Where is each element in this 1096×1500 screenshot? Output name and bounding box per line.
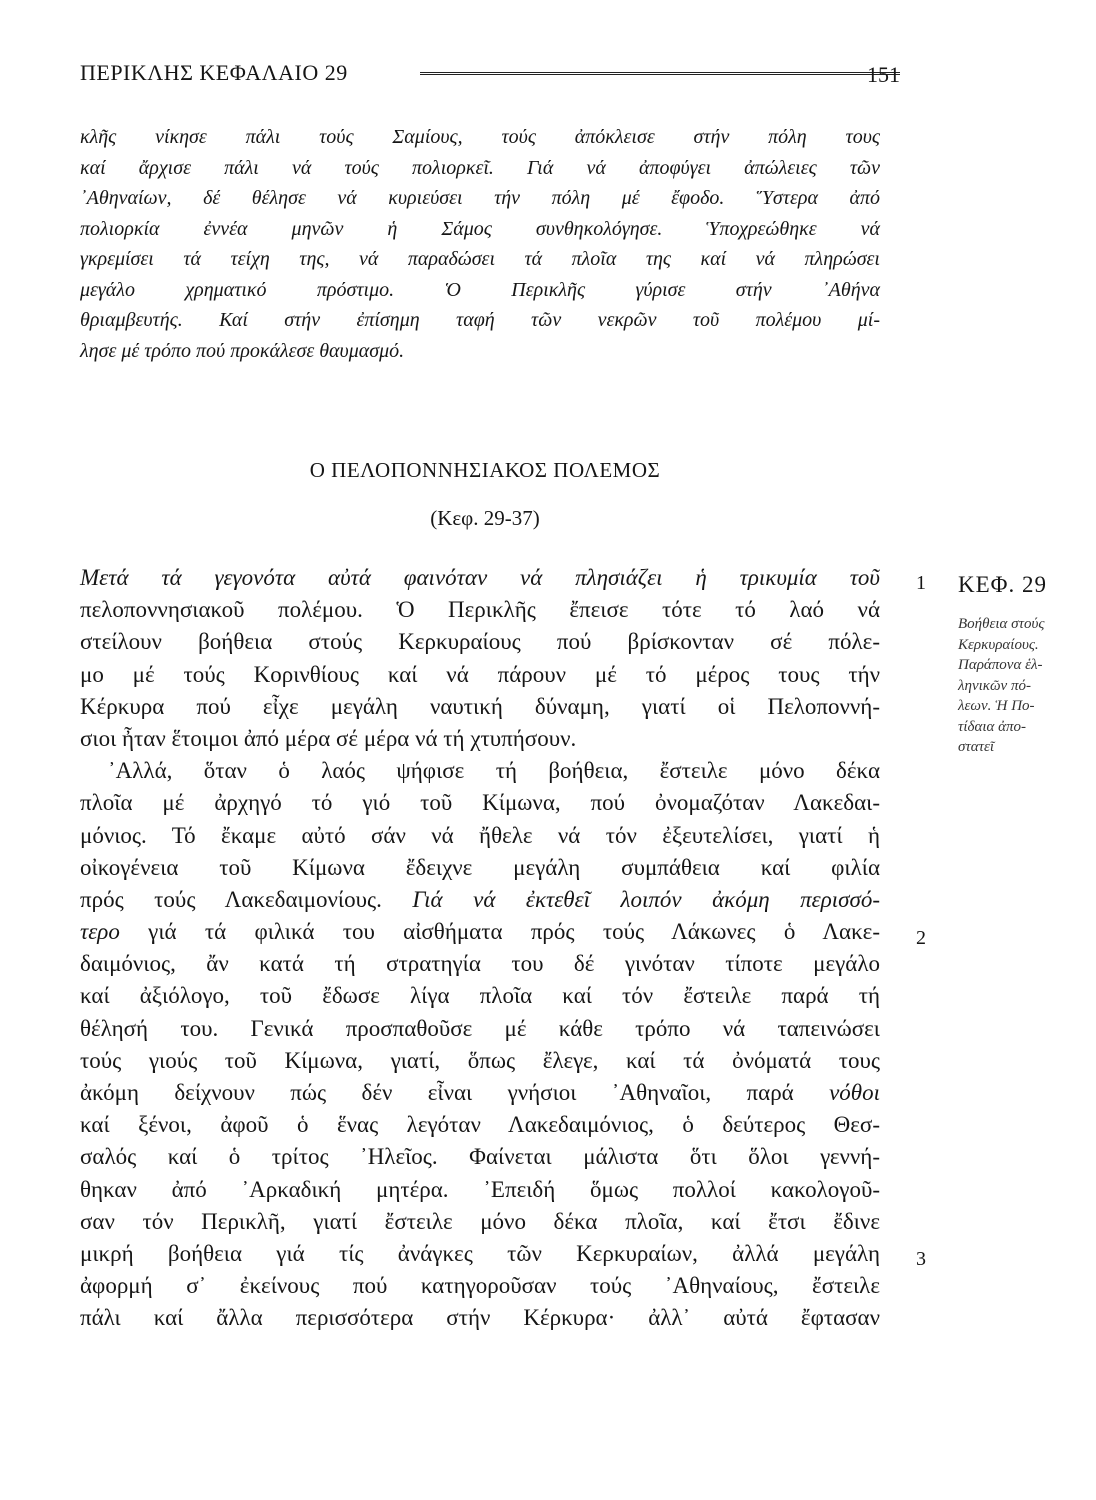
text-line: πλοῖα μέ ἀρχηγό τό γιό τοῦ Κίμωνα, πού ὀνομαζόταν Λακεδαι- [80,790,880,816]
text-line: καί ἀξιόλογο, τοῦ ἔδωσε λίγα πλοῖα καί τόν ἔστειλε παρά τή [80,983,880,1009]
text-line: Μετά τά γεγονότα αὐτά φαινόταν νά πλησιάζει ἡ τρικυμία τοῦ [80,565,880,590]
margin-note-line: Παράπονα ἑλ- [958,657,1043,673]
margin-note-line: ληνικῶν πό- [958,677,1031,694]
text-line: μο μέ τούς Κορινθίους καί νά πάρουν μέ τό μέρος τους τήν [80,661,880,687]
text-line: θέλησή του. Γενικά προσπαθοῦσε μέ κάθε τρόπο νά ταπεινώσει [80,1015,880,1041]
text-line: θριαμβευτής. Καί στήν ἐπίσημη ταφή τῶν νεκρῶν τοῦ πολέμου μί- [80,309,880,331]
text-line: πολιορκία ἐννέα μηνῶν ἡ Σάμος συνθηκολόγησε. Ὑποχρεώθηκε νά [80,217,880,240]
page-number: 151 [867,62,900,87]
text-line: οἰκογένεια τοῦ Κίμωνα ἔδειχνε μεγάλη συμπάθεια καί φιλία [80,854,880,880]
margin-note-line: Κερκυραίους. [958,636,1039,653]
previous-paragraph [80,122,880,366]
margin-number: 1 [916,572,926,594]
running-head [80,60,900,92]
text-line: πελοποννησιακοῦ πολέμου. Ὁ Περικλῆς ἔπεισε τότε τό λαό νά [80,597,880,623]
margin-number: 3 [916,1248,926,1270]
text-line [80,1077,880,1109]
text-segment: Γιά νά ἐκτεθεῖ λοιπόν ἀκόμη περισσό- [412,886,880,912]
text-segment: πρός τούς Λακεδαιμονίους. [80,886,413,912]
margin-number: 2 [916,927,926,949]
text-line: κλῆς νίκησε πάλι τούς Σαμίους, τούς ἀπόκλεισε στήν πόλη τους [80,126,880,148]
text-line [80,884,880,916]
header-rule [420,72,900,75]
text-line: καί ξένοι, ἀφοῦ ὁ ἕνας λεγόταν Λακεδαιμόνιος, ὁ δεύτερος Θεσ- [80,1112,880,1138]
margin-note-line: τίδαια ἀπο- [958,718,1027,735]
text-segment: τερο [80,919,120,945]
section-title: Ο ΠΕΛΟΠΟΝΝΗΣΙΑΚΟΣ ΠΟΛΕΜΟΣ [309,458,661,482]
text-line: λησε μέ τρόπο πού προκάλεσε θαυμασμό. [80,339,405,362]
text-line: Κέρκυρα πού εἶχε μεγάλη ναυτική δύναμη, γιατί οἱ Πελοποννή- [80,693,880,719]
text-line: ᾿Αλλά, ὅταν ὁ λαός ψήφισε τή βοήθεια, ἔστειλε μόνο δέκα [108,758,880,784]
text-line: γκρεμίσει τά τείχη της, νά παραδώσει τά πλοῖα της καί νά πληρώσει [80,248,880,270]
margin-note-line: Βοήθεια στούς [958,616,1045,632]
text-segment: νόθοι [829,1080,880,1105]
margin-chapter-label: ΚΕΦ. 29 [958,572,1047,597]
margin-note-line: λεων. Ἡ Πο- [958,698,1035,714]
text-segment: γιά τά φιλικά του αἰσθήματα πρός τούς Λάκωνες ὁ Λακε- [119,919,880,945]
text-line: στείλουν βοήθεια στούς Κερκυραίους πού βρίσκονταν σέ πόλε- [80,629,880,655]
text-line: πάλι καί ἄλλα περισσότερα στήν Κέρκυρα· ἀλλ᾿ αὐτά ἔφτασαν [80,1305,880,1331]
text-line: μεγάλο χρηματικό πρόστιμο. Ὁ Περικλῆς γύρισε στήν ᾿Αθήνα [80,278,880,301]
text-line: σιοι ἦταν ἕτοιμοι ἀπό μέρα σέ μέρα νά τή χτυπήσουν. [80,725,577,751]
text-line [80,916,880,948]
margin-note-line: στατεῖ [958,739,995,755]
text-line: τούς γιούς τοῦ Κίμωνα, γιατί, ὅπως ἔλεγε, καί τά ὀνόματά τους [80,1047,880,1073]
text-segment: ἀκόμη δείχνουν πώς δέν εἶναι γνήσιοι ᾿Αθηναῖοι, παρά [80,1080,830,1105]
text-line: σαλός καί ὁ τρίτος ᾿Ηλεῖος. Φαίνεται μάλιστα ὅτι ὅλοι γεννή- [80,1144,880,1170]
body-text [80,562,880,1335]
text-line: δαιμόνιος, ἄν κατά τή στρατηγία του δέ γινόταν τίποτε μεγάλο [80,951,880,977]
text-line: θηκαν ἀπό ᾿Αρκαδική μητέρα. ᾿Επειδή ὅμως πολλοί κακολογοῦ- [80,1176,880,1202]
text-line: ἀφορμή σ᾿ ἐκείνους πού κατηγοροῦσαν τούς ᾿Αθηναίους, ἔστειλε [80,1273,880,1299]
text-line: μικρή βοήθεια γιά τίς ἀνάγκες τῶν Κερκυραίων, ἀλλά μεγάλη [80,1240,880,1266]
text-line: ᾿Αθηναίων, δέ θέλησε νά κυριεύσει τήν πόλη μέ ἔφοδο. Ὕστερα ἀπό [80,187,880,209]
running-title: ΠΕΡΙΚΛΗΣ ΚΕΦΑΛΑΙΟ 29 [80,60,348,85]
text-line: καί ἄρχισε πάλι νά τούς πολιορκεῖ. Γιά νά ἀποφύγει ἀπώλειες τῶν [80,156,880,179]
text-line: μόνιος. Τό ἔκαμε αὐτό σάν νά ἤθελε νά τόν ἐξευτελίσει, γιατί ἡ [80,822,880,848]
margin-note [958,614,1088,758]
section-subtitle: (Κεφ. 29-37) [430,506,540,530]
text-line: σαν τόν Περικλῆ, γιατί ἔστειλε μόνο δέκα πλοῖα, καί ἔτσι ἔδινε [80,1208,880,1234]
